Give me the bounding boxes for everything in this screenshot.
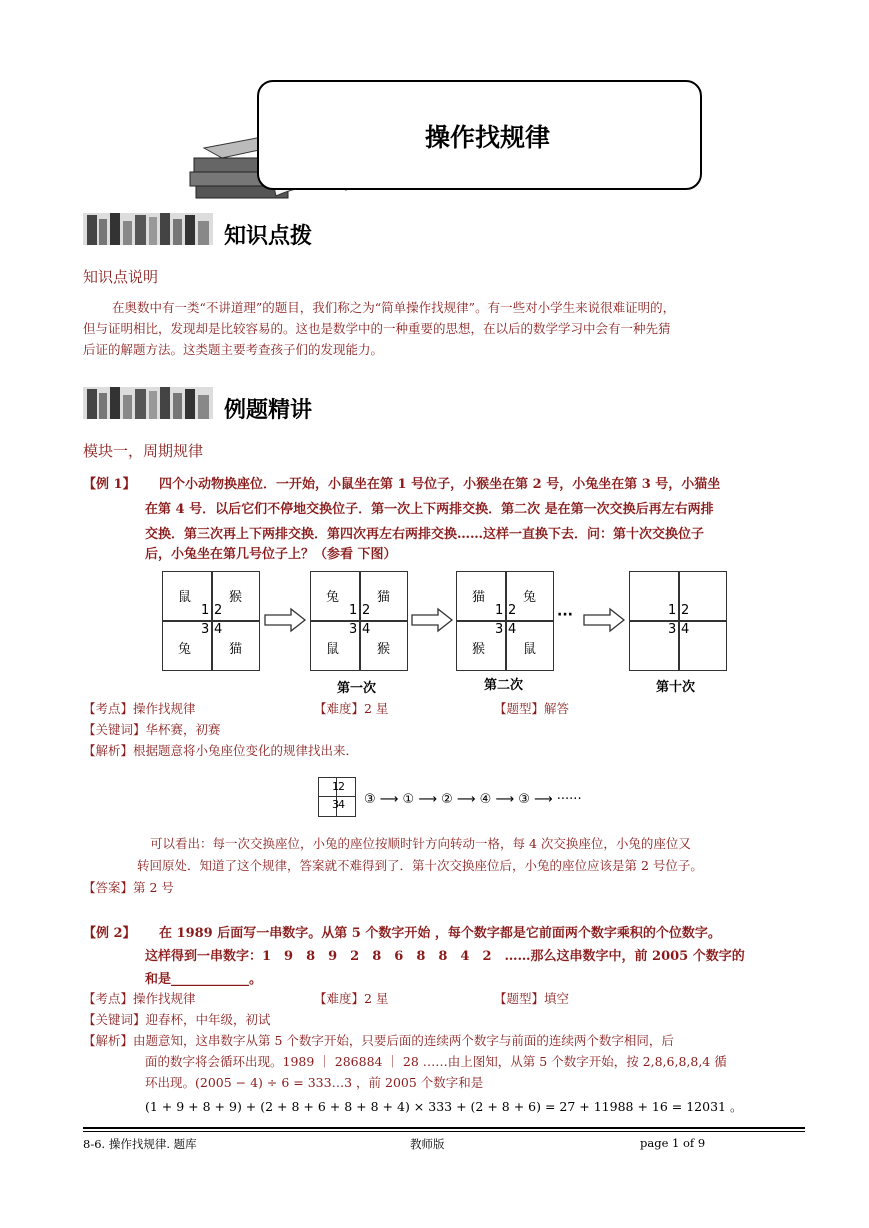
small-seat-grid — [318, 777, 356, 817]
grid-caption: 第一次 — [337, 681, 377, 696]
analysis: 【解析】根据题意将小兔座位变化的规律找出来． — [83, 743, 359, 758]
seat-grid — [629, 571, 727, 671]
footer-page-number: page 1 of 9 — [640, 1136, 706, 1150]
seat-number: 3 — [668, 622, 677, 637]
formula-line: (1 + 9 + 8 + 9) + (2 + 8 + 6 + 8 + 8 + 4) × 333 + (2 + 8 + 6) = 27 + 11988 + 16 = 12031 。 — [145, 1099, 743, 1114]
explanation-line: 可以看出：每一次交换座位，小兔的座位按顺时针方向转动一格，每 4 次交换座位，小兔的座位又 — [150, 836, 691, 851]
example-line: 交换．第三次再上下两排交换．第四次再左右两排交换……这样一直换下去．问：第十次交换位子 — [145, 527, 705, 542]
grid-animal: 兔 — [523, 590, 537, 605]
seat-number: 1 — [668, 603, 677, 618]
paragraph-line: 但与证明相比，发现却是比较容易的。这也是数学中的一种重要的思想，在以后的数学学习中会有一种先猜 — [83, 321, 671, 336]
footer-divider — [83, 1127, 805, 1129]
grid-caption: 第十次 — [656, 680, 696, 695]
seat-number: 2 — [681, 603, 690, 618]
subheading-explanation: 知识点说明 — [83, 268, 159, 286]
seat-number: 1 — [495, 603, 504, 618]
seat-number: 2 — [338, 780, 345, 793]
seat-number: 4 — [338, 798, 345, 811]
difficulty: 【难度】2 星 — [314, 701, 389, 716]
example-label: 【例 2】 — [83, 926, 136, 941]
seat-number: 4 — [214, 622, 223, 637]
analysis-line: 环出现。(2005 − 4) ÷ 6 = 333…3 ，前 2005 个数字和是 — [145, 1075, 484, 1090]
section-heading-knowledge: 知识点拨 — [224, 224, 313, 249]
explanation-line: 转回原处．知道了这个规律，答案就不难得到了．第十次交换座位后，小兔的座位应该是第 2 号位子。 — [137, 858, 703, 873]
footer-center: 教师版 — [410, 1137, 445, 1151]
keywords: 【关键词】迎春杯，中年级，初试 — [83, 1012, 271, 1027]
kaodian: 【考点】操作找规律 — [83, 701, 196, 716]
grid-animal: 猴 — [229, 590, 243, 605]
analysis-line: 【解析】由题意知，这串数字从第 5 个数字开始，只要后面的连续两个数字与前面的连续两个数字相同，后 — [83, 1033, 674, 1048]
bookshelf-icon — [83, 207, 213, 249]
example-label: 【例 1】 — [83, 477, 136, 492]
grid-animal: 鼠 — [178, 590, 192, 605]
arrow-right-icon — [263, 607, 307, 633]
seat-number: 3 — [332, 798, 339, 811]
example-line: 在 1989 后面写一串数字。从第 5 个数字开始 ，每个数字都是它前面两个数字乘积的个位数字。 — [159, 926, 721, 941]
grid-animal: 猫 — [377, 590, 391, 605]
sequence: ③ ⟶ ① ⟶ ② ⟶ ④ ⟶ ③ ⟶ ······ — [364, 792, 582, 807]
seat-number: 1 — [349, 603, 358, 618]
seat-number: 3 — [349, 622, 358, 637]
example-line: 后，小兔坐在第几号位子上？（参看 下图） — [145, 547, 397, 562]
grid-animal: 猫 — [472, 590, 486, 605]
seat-grid — [162, 571, 260, 671]
grid-animal: 猴 — [377, 642, 391, 657]
grid-caption: 第二次 — [484, 678, 524, 693]
grid-animal: 兔 — [178, 642, 192, 657]
grid-animal: 鼠 — [523, 642, 537, 657]
seat-number: 4 — [681, 622, 690, 637]
grid-animal: 鼠 — [326, 642, 340, 657]
grid-animal: 猫 — [229, 642, 243, 657]
answer: 【答案】第 2 号 — [83, 880, 174, 895]
question-type: 【题型】填空 — [494, 991, 570, 1006]
bookshelf-icon — [83, 381, 213, 423]
seat-number: 4 — [362, 622, 371, 637]
section-heading-examples: 例题精讲 — [224, 398, 313, 423]
keywords: 【关键词】华杯赛，初赛 — [83, 722, 221, 737]
arrow-right-icon — [410, 607, 454, 633]
footer-left: 8-6. 操作找规律. 题库 — [83, 1137, 197, 1151]
example-line: 四个小动物换座位．一开始，小鼠坐在第 1 号位子，小猴坐在第 2 号，小兔坐在第 3 号，小猫坐 — [159, 477, 721, 492]
seat-number: 2 — [362, 603, 371, 618]
kaodian: 【考点】操作找规律 — [83, 991, 196, 1006]
module-heading: 模块一，周期规律 — [83, 442, 204, 460]
ellipsis: ··· — [557, 607, 573, 623]
example-line: 在第 4 号．以后它们不停地交换位子．第一次上下两排交换．第二次 是在第一次交换后再左右两排 — [145, 502, 714, 517]
seat-grid — [310, 571, 408, 671]
example-line: 这样得到一串数字：1 9 8 9 2 8 6 8 8 4 2 ……那么这串数字中，前 2005 个数字的 — [145, 949, 745, 964]
arrow-right-icon — [582, 607, 626, 633]
seat-number: 1 — [201, 603, 210, 618]
paragraph-line: 后证的解题方法。这类题主要考查孩子们的发现能力。 — [83, 342, 384, 357]
difficulty: 【难度】2 星 — [314, 991, 389, 1006]
paragraph-line: 在奥数中有一类“不讲道理”的题目，我们称之为“简单操作找规律”。有一些对小学生来说很难证明的， — [112, 300, 676, 315]
seat-number: 2 — [508, 603, 517, 618]
question-type: 【题型】解答 — [494, 701, 570, 716]
page-title: 操作找规律 — [425, 123, 551, 152]
grid-animal: 猴 — [472, 642, 486, 657]
seat-number: 3 — [201, 622, 210, 637]
seat-number: 3 — [495, 622, 504, 637]
seat-number: 2 — [214, 603, 223, 618]
footer-divider — [83, 1131, 805, 1132]
grid-animal: 兔 — [326, 590, 340, 605]
seat-grid — [456, 571, 554, 671]
seat-number: 4 — [508, 622, 517, 637]
seat-number: 1 — [332, 780, 339, 793]
analysis-line: 面的数字将会循环出现。1989 ｜ 286884 ｜ 28 ……由上图知，从第 5 个数字开始，按 2,8,6,8,8,4 循 — [145, 1054, 727, 1069]
example-line: 和是____________。 — [145, 972, 263, 987]
